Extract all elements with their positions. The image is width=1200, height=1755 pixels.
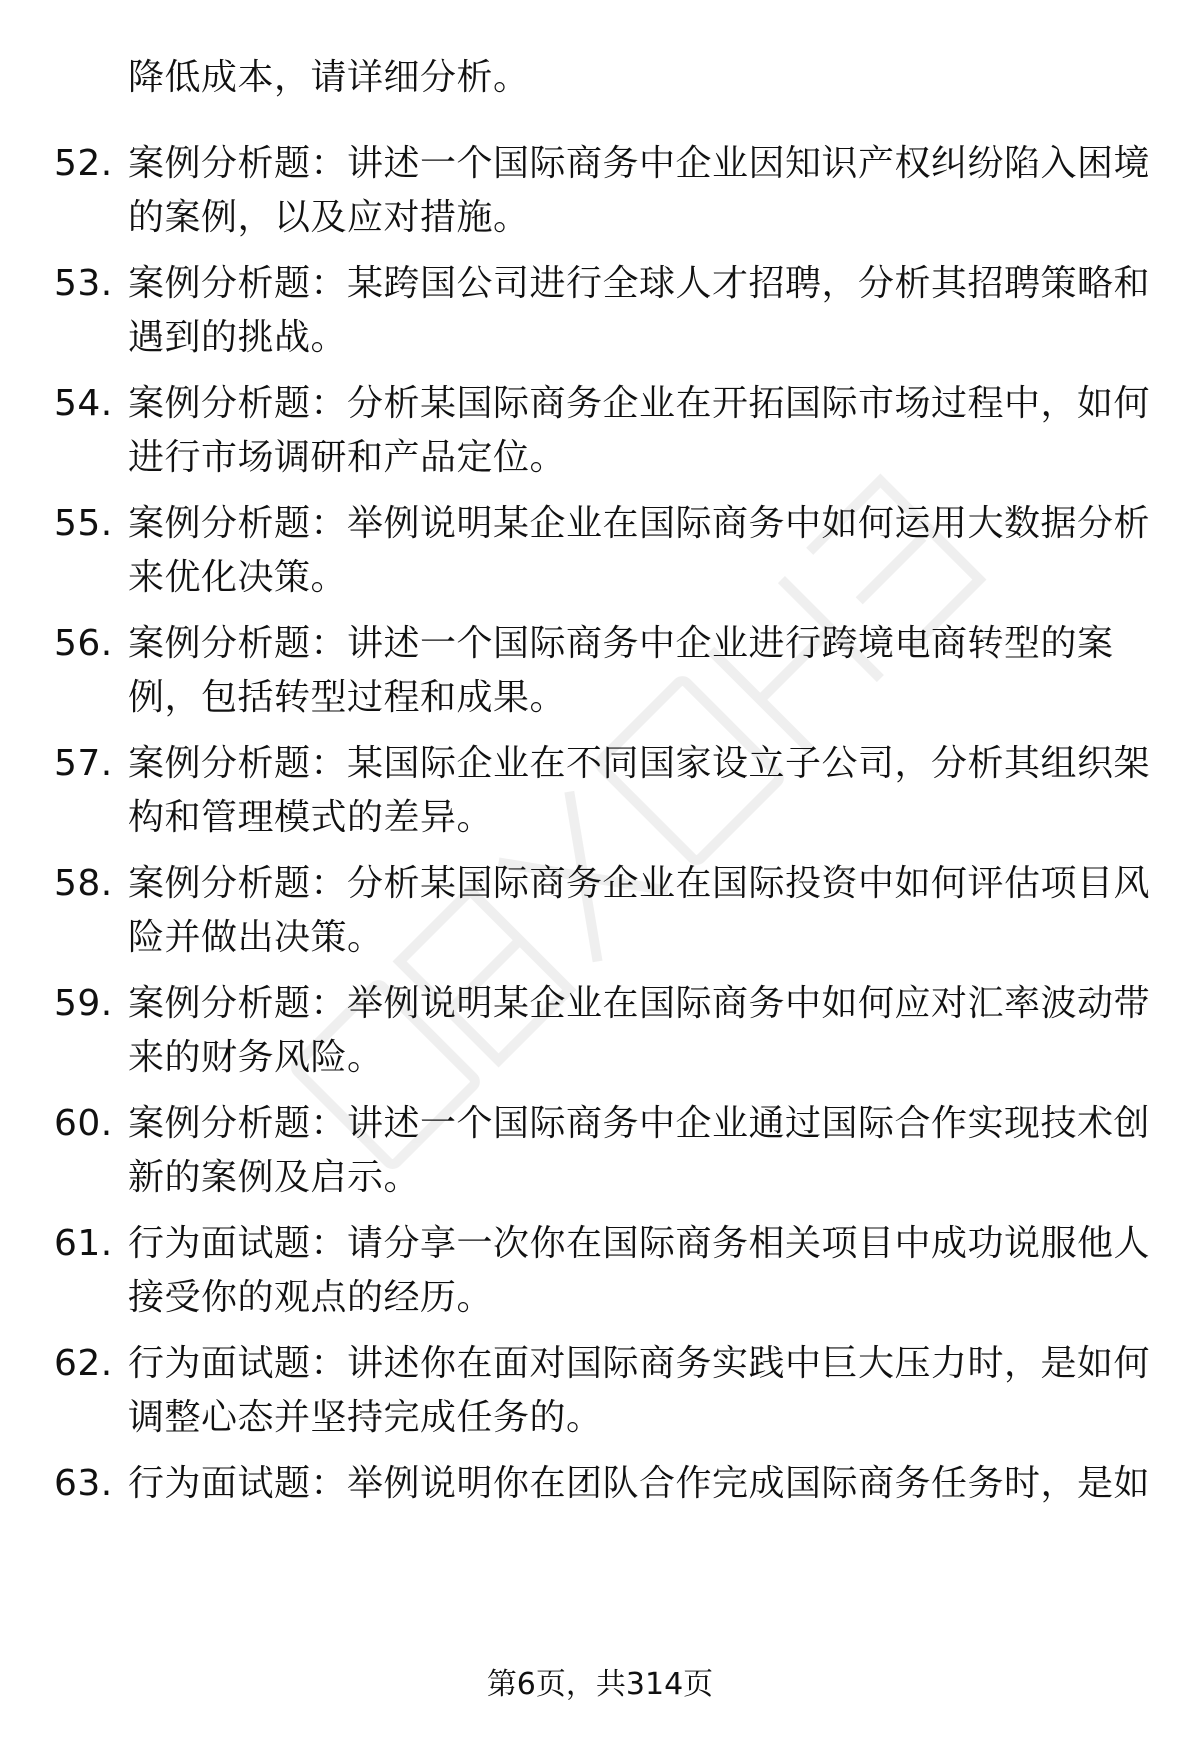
item-text-line-2: 接受你的观点的经历。 xyxy=(128,1277,494,1318)
item-number: 56. xyxy=(54,623,113,664)
item-text-line-2: 新的案例及启示。 xyxy=(128,1157,421,1198)
item-text-line-2: 来的财务风险。 xyxy=(128,1037,384,1078)
item-text-line-1: 案例分析题：讲述一个国际商务中企业通过国际合作实现技术创 xyxy=(128,1103,1151,1144)
item-text-line-2: 来优化决策。 xyxy=(128,557,348,598)
item-text-line-1: 案例分析题：某国际企业在不同国家设立子公司，分析其组织架 xyxy=(128,743,1151,784)
item-text-line-1: 案例分析题：讲述一个国际商务中企业进行跨境电商转型的案 xyxy=(128,623,1114,664)
item-number: 54. xyxy=(54,383,113,424)
item-text-line-1: 案例分析题：举例说明某企业在国际商务中如何运用大数据分析 xyxy=(128,503,1151,544)
item-number: 55. xyxy=(54,503,113,544)
item-number: 61. xyxy=(54,1223,113,1264)
item-text-line-2: 遇到的挑战。 xyxy=(128,317,348,358)
item-text-line-2: 例，包括转型过程和成果。 xyxy=(128,677,567,718)
item-text-line-2: 构和管理模式的差异。 xyxy=(128,797,494,838)
item-text-line-1: 案例分析题：某跨国公司进行全球人才招聘，分析其招聘策略和 xyxy=(128,263,1151,304)
item-number: 59. xyxy=(54,983,113,1024)
item-text-line-1: 案例分析题：讲述一个国际商务中企业因知识产权纠纷陷入困境 xyxy=(128,143,1151,184)
item-text-line-2: 的案例，以及应对措施。 xyxy=(128,197,530,238)
item-text-line-1: 案例分析题：分析某国际商务企业在国际投资中如何评估项目风 xyxy=(128,863,1151,904)
item-number: 58. xyxy=(54,863,113,904)
item-text-line-1: 行为面试题：举例说明你在团队合作完成国际商务任务时，是如 xyxy=(128,1463,1151,1504)
item-number: 63. xyxy=(54,1463,113,1504)
item-number: 62. xyxy=(54,1343,113,1384)
item-text-line-2: 调整心态并坚持完成任务的。 xyxy=(128,1397,603,1438)
item-number: 60. xyxy=(54,1103,113,1144)
item-number: 57. xyxy=(54,743,113,784)
item-text-line-1: 案例分析题：举例说明某企业在国际商务中如何应对汇率波动带 xyxy=(128,983,1151,1024)
continued-text: 降低成本，请详细分析。 xyxy=(128,57,530,98)
item-text-line-1: 案例分析题：分析某国际商务企业在开拓国际市场过程中，如何 xyxy=(128,383,1151,424)
item-text-line-2: 进行市场调研和产品定位。 xyxy=(128,437,567,478)
item-number: 53. xyxy=(54,263,113,304)
item-text-line-1: 行为面试题：请分享一次你在国际商务相关项目中成功说服他人 xyxy=(128,1223,1151,1264)
item-text-line-2: 险并做出决策。 xyxy=(128,917,384,958)
item-number: 52. xyxy=(54,143,113,184)
page-number-footer: 第6页，共314页 xyxy=(486,1667,714,1702)
item-text-line-1: 行为面试题：讲述你在面对国际商务实践中巨大压力时，是如何 xyxy=(128,1343,1151,1384)
